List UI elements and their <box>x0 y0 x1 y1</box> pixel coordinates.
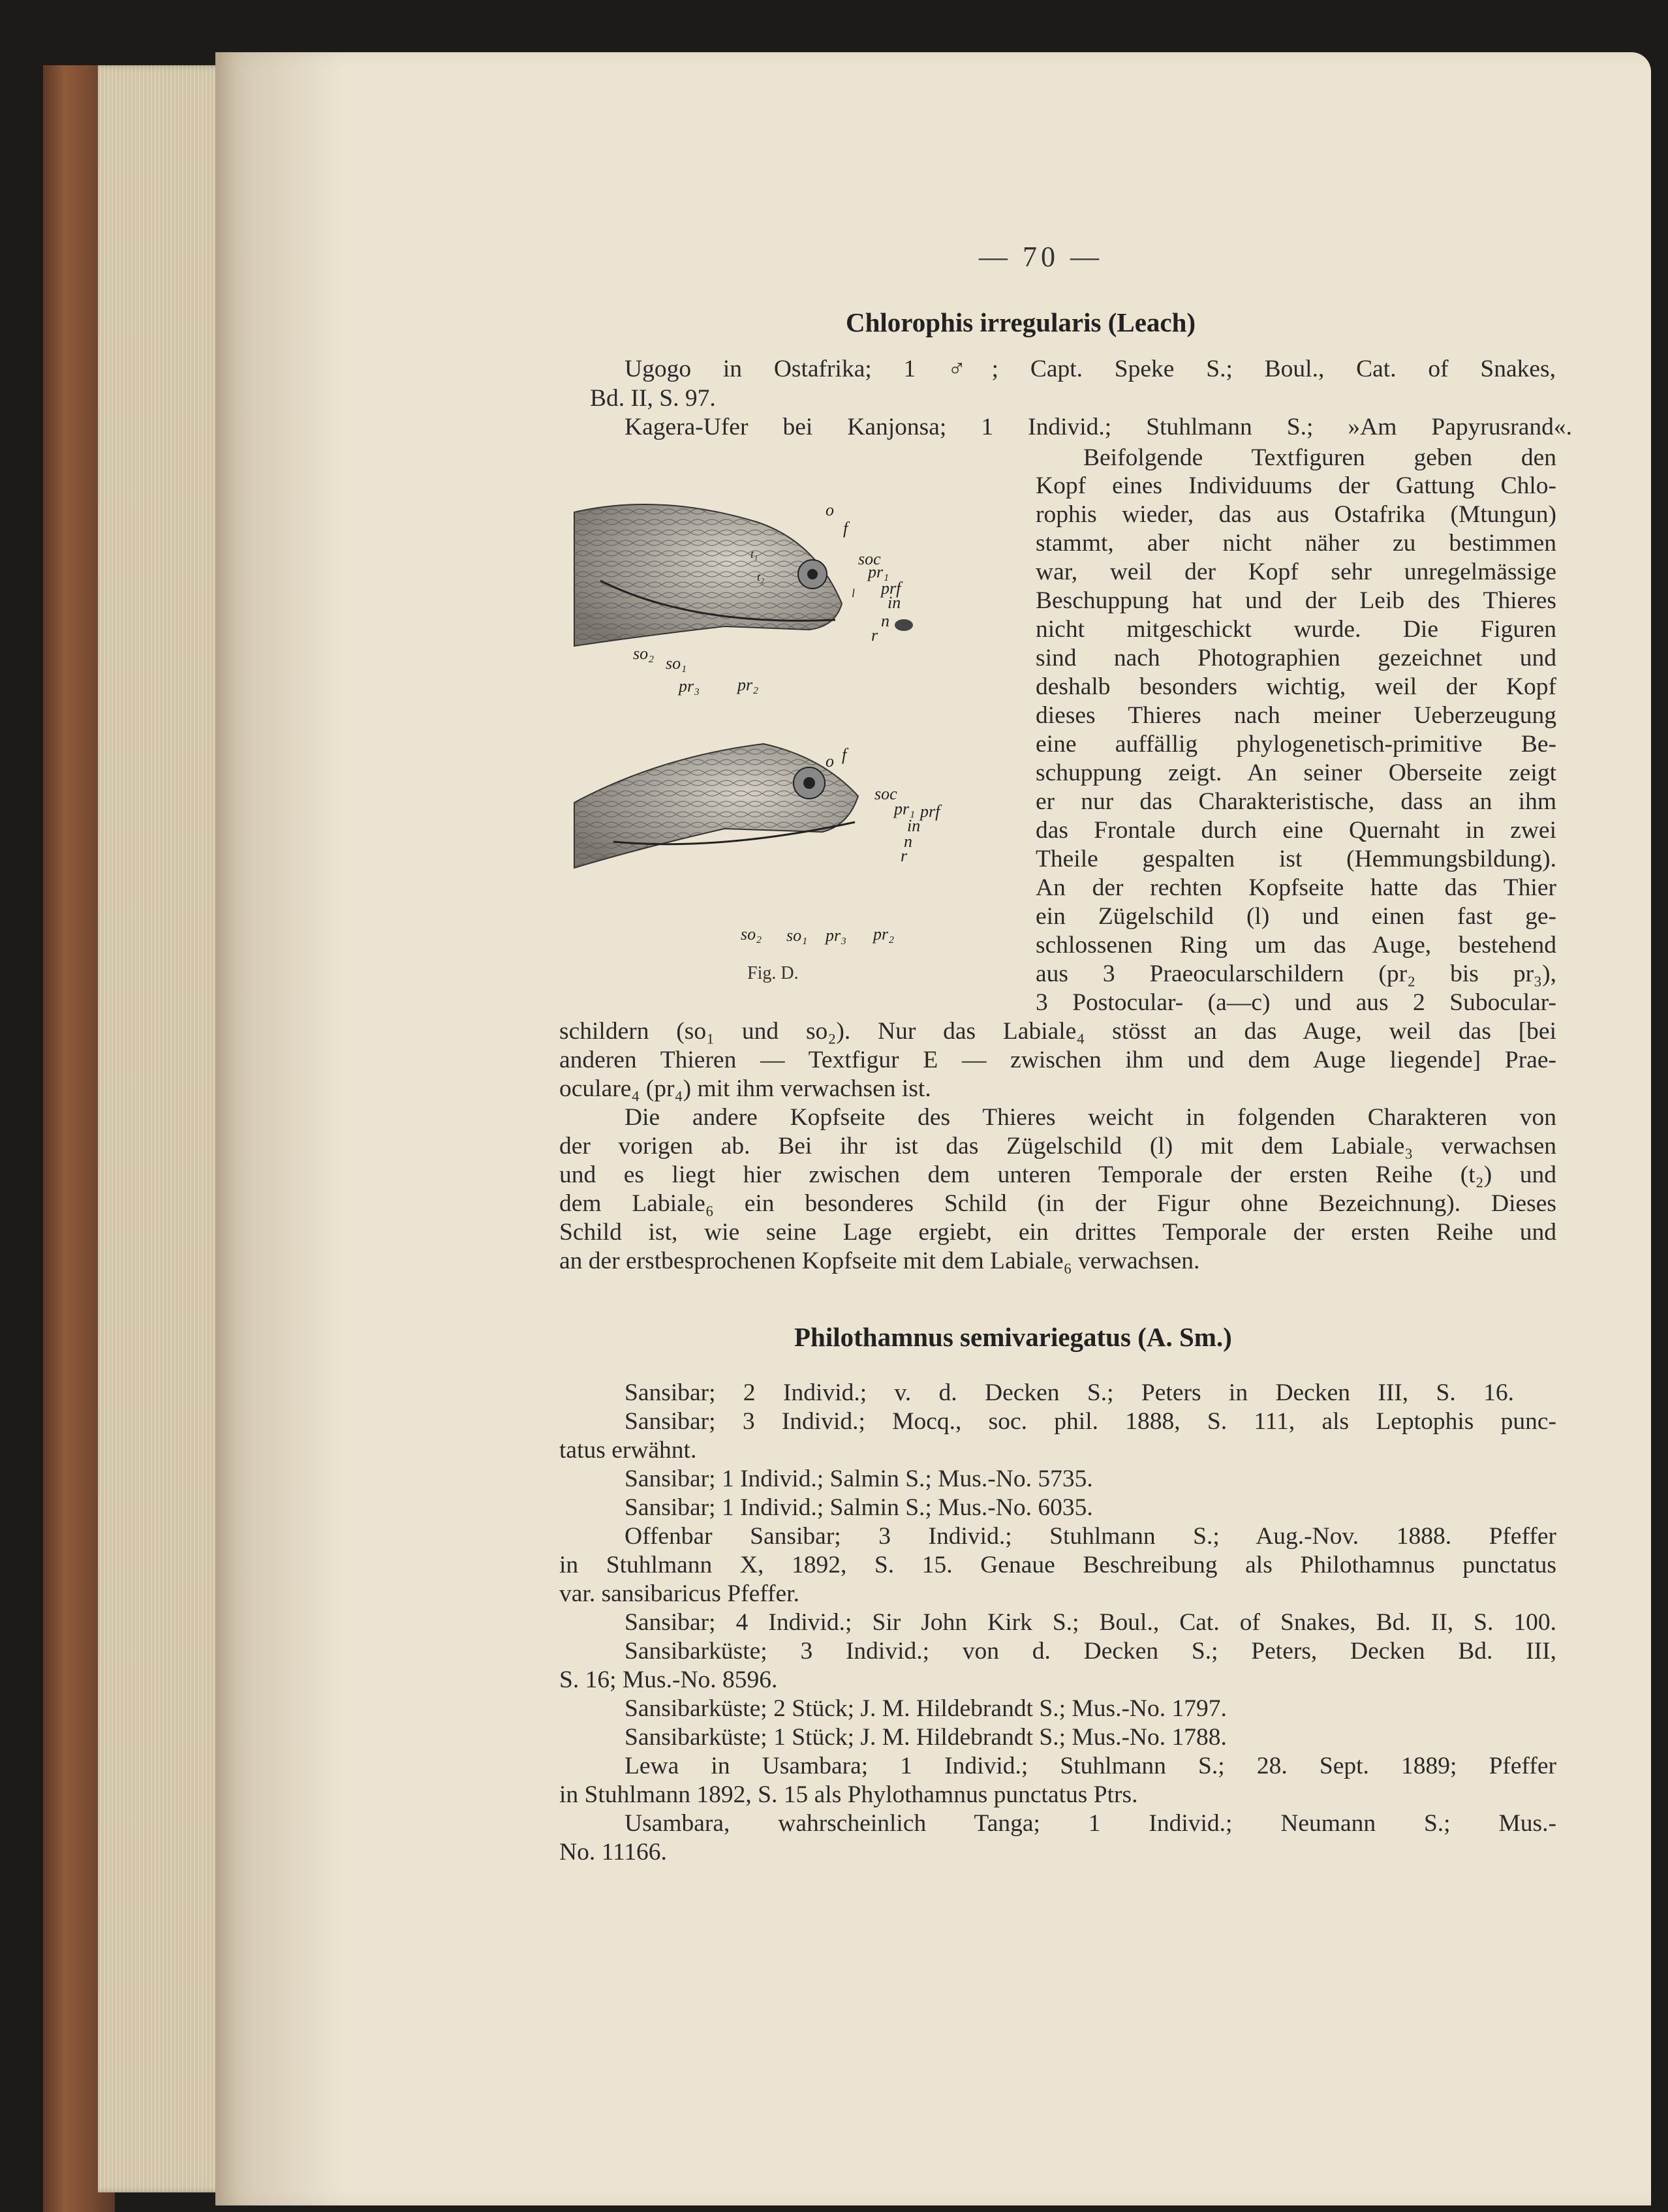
text-line: Sansibar; 2 Individ.; v. d. Decken S.; Peters in Decken III, S. 16. <box>625 1379 1514 1406</box>
text-line: Theile gespalten ist (Hemmungsbildung). <box>1036 846 1556 872</box>
label-pr3: pr₃ <box>679 677 700 696</box>
label-l: l <box>852 587 856 600</box>
text-line: Sansibar; 4 Individ.; Sir John Kirk S.; Boul., Cat. of Snakes, Bd. II, S. 100. <box>625 1609 1556 1636</box>
text-line: var. sansibaricus Pfeffer. <box>559 1580 799 1607</box>
text-line: deshalb besonders wichtig, weil der Kopf <box>1036 673 1556 700</box>
label-n: n <box>904 832 912 851</box>
text-line: in Stuhlmann 1892, S. 15 als Phylothamnus punctatus Ptrs. <box>559 1781 1138 1808</box>
section-title-chlorophis: Chlorophis irregularis (Leach) <box>846 307 1196 337</box>
text-line: Kagera-Ufer bei Kanjonsa; 1 Individ.; Stuhlmann S.; »Am Papyrusrand«. <box>625 414 1572 440</box>
text-line: ein Zügelschild (l) und einen fast ge- <box>1036 903 1556 930</box>
text-line: der vorigen ab. Bei ihr ist das Zügelschild (l) mit dem Labiale₃ verwachsen <box>559 1133 1556 1160</box>
text-line: Beschuppung hat und der Leib des Thieres <box>1036 587 1556 614</box>
text-line: er nur das Charakteristische, dass an ihm <box>1036 788 1556 815</box>
label-so2: so₂ <box>633 644 655 663</box>
text-line: 3 Postocular- (a—c) und aus 2 Subocular- <box>1036 989 1556 1016</box>
page-gutter-shadow <box>215 52 346 2205</box>
text-line: war, weil der Kopf sehr unregelmässige <box>1036 559 1556 585</box>
text-line: rophis wieder, das aus Ostafrika (Mtungun) <box>1036 501 1556 528</box>
label-so1: so₁ <box>666 654 687 673</box>
label-r: r <box>871 626 878 645</box>
label-soc: soc <box>874 784 897 803</box>
text-line: Lewa in Usambara; 1 Individ.; Stuhlmann S.; 28. Sept. 1889; Pfeffer <box>625 1753 1556 1779</box>
label-o: o <box>826 752 834 771</box>
text-line: schlossenen Ring um das Auge, bestehend <box>1036 932 1556 959</box>
snake-head-drawing <box>561 496 1018 966</box>
text-line: nicht mitgeschickt wurde. Die Figuren <box>1036 616 1556 643</box>
text-line: sind nach Photographien gezeichnet und <box>1036 645 1556 671</box>
text-line: Ugogo in Ostafrika; 1 ♂; Capt. Speke S.; Boul., Cat. of Snakes, <box>625 356 1556 382</box>
text-line: Die andere Kopfseite des Thieres weicht in folgenden Charakteren von <box>625 1104 1556 1131</box>
text-line: das Frontale durch eine Quernaht in zwei <box>1036 817 1556 844</box>
label-pr3: pr₃ <box>826 926 847 945</box>
label-prf: prf <box>920 802 940 821</box>
text-line: No. 11166. <box>559 1839 667 1866</box>
figure-caption: Fig. D. <box>747 963 799 983</box>
text-line: stammt, aber nicht näher zu bestimmen <box>1036 530 1556 557</box>
label-in: in <box>888 593 901 612</box>
text-line: aus 3 Praeocularschildern (pr₂ bis pr₃), <box>1036 960 1556 987</box>
label-o: o <box>826 500 834 519</box>
label-pr2: pr₂ <box>737 675 759 694</box>
text-line: Kopf eines Individuums der Gattung Chlo- <box>1036 472 1556 499</box>
figure-snake-heads <box>561 496 1018 966</box>
text-line: an der erstbesprochenen Kopfseite mit dem Labiale₆ verwachsen. <box>559 1248 1200 1274</box>
head-upper <box>574 504 913 646</box>
label-pr1: pr₁ <box>868 562 889 581</box>
text-line: und es liegt hier zwischen dem unteren Temporale der ersten Reihe (t₂) und <box>559 1161 1556 1188</box>
text-line: Sansibarküste; 3 Individ.; von d. Decken S.; Peters, Decken Bd. III, <box>625 1638 1556 1665</box>
text-line: dieses Thieres nach meiner Ueberzeugung <box>1036 702 1556 729</box>
text-line: Sansibar; 1 Individ.; Salmin S.; Mus.-No. 5735. <box>625 1466 1093 1492</box>
label-t1: t₁ <box>750 547 758 561</box>
section-title-philothamnus: Philothamnus semivariegatus (A. Sm.) <box>794 1322 1232 1352</box>
text-line: Offenbar Sansibar; 3 Individ.; Stuhlmann S.; Aug.-Nov. 1888. Pfeffer <box>625 1523 1556 1550</box>
label-t2: t₂ <box>757 570 765 583</box>
text-line: anderen Thieren — Textfigur E — zwischen ihm und dem Auge liegende] Prae- <box>559 1047 1556 1073</box>
text-line: Beifolgende Textfiguren geben den <box>1083 444 1556 471</box>
label-f: f <box>843 519 848 538</box>
text-line: Bd. II, S. 97. <box>590 385 716 412</box>
text-line: in Stuhlmann X, 1892, S. 15. Genaue Beschreibung als Philothamnus punctatus <box>559 1552 1556 1578</box>
head-lower <box>574 744 858 868</box>
text-line: Sansibarküste; 1 Stück; J. M. Hildebrandt S.; Mus.-No. 1788. <box>625 1724 1227 1751</box>
text-line: Schild ist, wie seine Lage ergiebt, ein drittes Temporale der ersten Reihe und <box>559 1219 1556 1246</box>
text-line: S. 16; Mus.-No. 8596. <box>559 1667 778 1693</box>
text-line: oculare₄ (pr₄) mit ihm verwachsen ist. <box>559 1075 931 1102</box>
text-line: Usambara, wahrscheinlich Tanga; 1 Individ.; Neumann S.; Mus.- <box>625 1810 1556 1837</box>
label-n: n <box>881 611 889 630</box>
text-line: An der rechten Kopfseite hatte das Thier <box>1036 874 1556 901</box>
text-line: tatus erwähnt. <box>559 1437 697 1464</box>
label-in: in <box>907 816 921 835</box>
text-line: Sansibar; 1 Individ.; Salmin S.; Mus.-No. 6035. <box>625 1494 1093 1521</box>
text-line: Sansibarküste; 2 Stück; J. M. Hildebrandt S.; Mus.-No. 1797. <box>625 1695 1227 1722</box>
text-line: eine auffällig phylogenetisch-primitive Be- <box>1036 731 1556 758</box>
label-soc: soc <box>858 549 881 568</box>
text-line: Sansibar; 3 Individ.; Mocq., soc. phil. 1888, S. 111, als Leptophis punc- <box>625 1408 1556 1435</box>
text-line: schuppung zeigt. An seiner Oberseite zeigt <box>1036 760 1556 786</box>
label-pr2: pr₂ <box>873 925 895 944</box>
label-r: r <box>901 846 908 865</box>
label-f: f <box>842 745 847 764</box>
text-line: schildern (so₁ und so₂). Nur das Labiale₄ stösst an das Auge, weil das [bei <box>559 1018 1556 1045</box>
label-prf: prf <box>881 579 901 598</box>
label-so1: so₁ <box>786 926 808 945</box>
label-pr1: pr₁ <box>894 799 916 818</box>
page-number: — 70 — <box>979 241 1103 273</box>
label-so2: so₂ <box>741 925 762 944</box>
text-line: dem Labiale₆ ein besonderes Schild (in der Figur ohne Bezeichnung). Dieses <box>559 1190 1556 1217</box>
